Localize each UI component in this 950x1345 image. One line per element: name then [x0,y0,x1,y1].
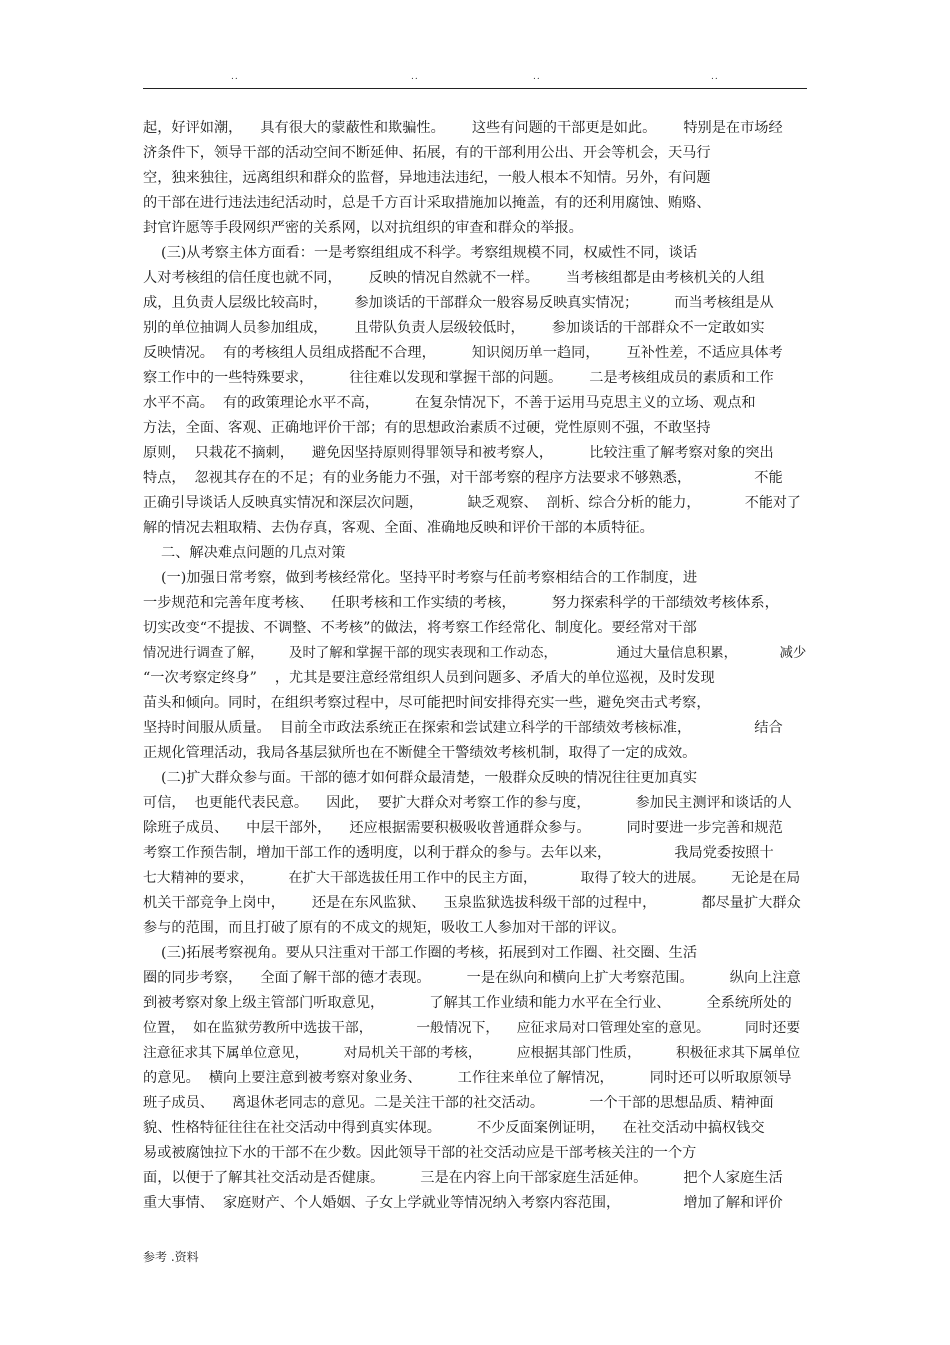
text-line: 正确引导谈话人反映真实情况和深层次问题， 缺乏观察、 剖析、综合分析的能力， 不能对了 [143,495,801,511]
text-line: 切实改变“不提拔、不调整、不考核”的做法，将考察工作经常化、制度化。要经常对干部 [143,620,697,636]
text-line: 起，好评如潮， 具有很大的蒙蔽性和欺骗性。 这些有问题的干部更是如此。 特别是在市场经 [143,120,783,136]
text-line: 一步规范和完善年度考核、 任职考核和工作实绩的考核， 努力探索科学的干部绩效考核体系， [143,595,779,611]
text-line: 情况进行调查了解， 及时了解和掌握干部的现实表现和工作动态， 通过大量信息积累， 减少 [143,646,807,661]
header-dots: .. [533,72,541,82]
text-line: (二)扩大群众参与面。干部的德才如何群众最清楚，一般群众反映的情况往往更加真实 [143,770,698,786]
text-line: 易或被腐蚀拉下水的干部不在少数。因此领导干部的社交活动应是干部考核关注的一个方 [143,1145,697,1161]
text-line: 到被考察对象上级主管部门听取意见， 了解其工作业绩和能力水平在全行业、 全系统所处的 [143,995,792,1011]
text-line: 七大精神的要求， 在扩大干部选拔任用工作中的民主方面， 取得了较大的进展。 无论是在局 [143,870,801,886]
text-line: 注意征求其下属单位意见， 对局机关干部的考核， 应根据其部门性质， 积极征求其下属单位 [143,1045,801,1061]
text-line: 参与的范围，而且打破了原有的不成文的规矩，吸收工人参加对干部的评议。 [143,920,626,936]
text-line: 正规化管理活动，我局各基层狱所也在不断健全干警绩效考核机制，取得了一定的成效。 [143,745,697,761]
text-line: 方法，全面、客观、正确地评价干部；有的思想政治素质不过硬，党性原则不强，不敢坚持 [143,420,711,436]
text-line: 反映情况。 有的考核组人员组成搭配不合理， 知识阅历单一趋同， 互补性差，不适应具体考 [143,345,783,361]
text-line: 班子成员、 离退休老同志的意见。二是关注干部的社交活动。 一个干部的思想品质、精神面 [143,1095,774,1111]
header-dots: .. [711,72,719,82]
text-line: 空，独来独往，远离组织和群众的监督，异地违法违纪，一般人根本不知情。另外，有问题 [143,170,711,186]
text-line: 人对考核组的信任度也就不同， 反映的情况自然就不一样。 当考核组都是由考核机关的人组 [143,270,765,286]
text-line: 貌、性格特征往往在社交活动中得到真实体现。 不少反面案例证明， 在社交活动中搞权钱交 [143,1120,765,1136]
text-line: 别的单位抽调人员参加组成， 且带队负责人层级较低时， 参加谈话的干部群众不一定敢如实 [143,320,765,336]
text-line: 的干部在进行违法违纪活动时，总是千方百计采取措施加以掩盖，有的还利用腐蚀、贿赂、 [143,195,711,211]
header-dots: .. [411,72,419,82]
text-line: 原则， 只栽花不摘刺， 避免因坚持原则得罪领导和被考察人， 比较注重了解考察对象的突出 [143,445,774,461]
text-line: 重大事情、 家庭财产、个人婚姻、子女上学就业等情况纳入考察内容范围， 增加了解和评价 [143,1195,783,1211]
text-line: 济条件下，领导干部的活动空间不断延伸、拓展，有的干部利用公出、开会等机会，天马行 [143,145,711,161]
text-line: 苗头和倾向。同时，在组织考察过程中，尽可能把时间安排得充实一些，避免突击式考察， [143,695,711,711]
header-dots: .. [231,72,239,82]
text-line: 机关干部竞争上岗中， 还是在东风监狱、 玉泉监狱选拔科级干部的过程中， 都尽量扩大群众 [143,895,801,911]
page-header [143,68,807,88]
text-line: 除班子成员、 中层干部外， 还应根据需要积极吸收普通群众参与。 同时要进一步完善和规范 [143,820,783,836]
page-footer: 参考 .资料 [143,1250,199,1264]
text-line: 位置， 如在监狱劳教所中选拔干部， 一般情况下， 应征求局对口管理处室的意见。 同时还要 [143,1020,801,1036]
text-line: 察工作中的一些特殊要求， 往往难以发现和掌握干部的问题。 二是考核组成员的素质和工作 [143,370,774,386]
text-line: 的意见。 横向上要注意到被考察对象业务、 工作往来单位了解情况， 同时还可以听取原领导 [143,1070,792,1086]
header-rule [143,88,807,89]
text-line: 坚持时间服从质量。 目前全市政法系统正在探索和尝试建立科学的干部绩效考核标准， 结合 [143,720,783,736]
text-line: 水平不高。 有的政策理论水平不高， 在复杂情况下，不善于运用马克思主义的立场、观点和 [143,395,756,411]
text-line: 圈的同步考察， 全面了解干部的德才表现。 一是在纵向和横向上扩大考察范围。 纵向上注意 [143,970,801,986]
text-line: 可信， 也更能代表民意。 因此， 要扩大群众对考察工作的参与度， 参加民主测评和谈话的人 [143,795,792,811]
text-line: 成，且负责人层级比较高时， 参加谈话的干部群众一般容易反映真实情况； 而当考核组是从 [143,295,774,311]
text-line: “一次考察定终身” ，尤其是要注意经常组织人员到问题多、矛盾大的单位巡视，及时发现 [143,670,715,686]
text-line: 封官许愿等手段网织严密的关系网，以对抗组织的审查和群众的举报。 [143,220,583,236]
text-line: (三)从考察主体方面看：一是考察组组成不科学。考察组规模不同，权威性不同，谈话 [143,245,698,261]
text-line: (三)拓展考察视角。要从只注重对干部工作圈的考核，拓展到对工作圈、社交圈、生活 [143,945,698,961]
text-line: 考察工作预告制，增加干部工作的透明度，以利于群众的参与。去年以来， 我局党委按照十 [143,845,774,861]
text-line: (一)加强日常考察，做到考核经常化。坚持平时考察与任前考察相结合的工作制度，进 [143,570,698,586]
text-line: 解的情况去粗取精、去伪存真，客观、全面、准确地反映和评价干部的本质特征。 [143,520,654,536]
text-line: 二、解决难点问题的几点对策 [143,545,346,561]
document-body [143,116,807,1216]
text-line: 面，以便于了解其社交活动是否健康。 三是在内容上向干部家庭生活延伸。 把个人家庭生活 [143,1170,783,1186]
text-line: 特点， 忽视其存在的不足；有的业务能力不强，对干部考察的程序方法要求不够熟悉， 不能 [143,470,783,486]
